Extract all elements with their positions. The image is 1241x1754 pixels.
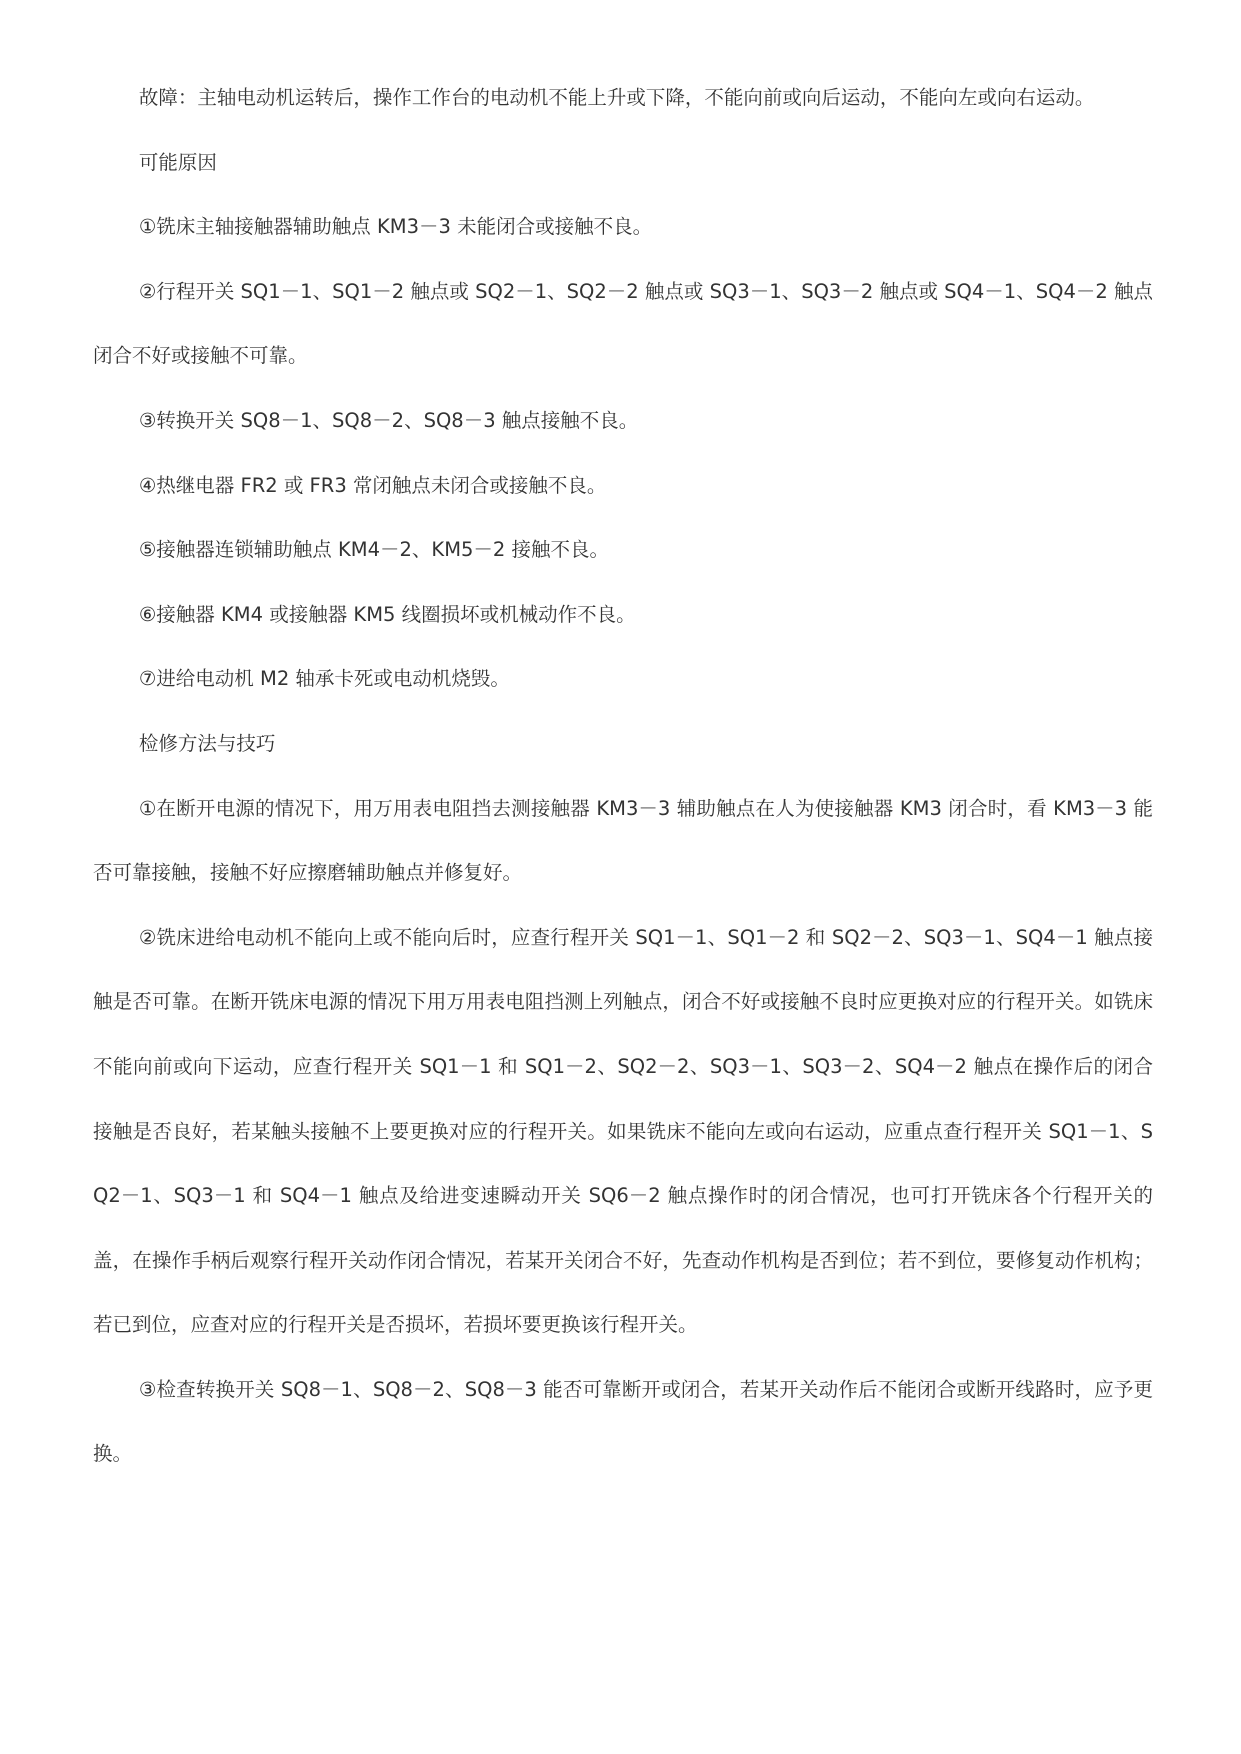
- cause-item-5: ⑤接触器连锁辅助触点 KM4－2、KM5－2 接触不良。: [138, 538, 610, 562]
- section-heading-repair: 检修方法与技巧: [138, 731, 276, 755]
- repair-item-3: ③检查转换开关 SQ8－1、SQ8－2、SQ8－3 能否可靠断开或闭合，若某开关动作后不能闭合或断开线路时，应予更换。: [93, 1377, 1153, 1466]
- cause-item-3: ③转换开关 SQ8－1、SQ8－2、SQ8－3 触点接触不良。: [138, 408, 639, 432]
- cause-item-6: ⑥接触器 KM4 或接触器 KM5 线圈损坏或机械动作不良。: [138, 602, 636, 626]
- fault-description: 故障：主轴电动机运转后，操作工作台的电动机不能上升或下降，不能向前或向后运动，不能向左或向右运动。: [138, 86, 1095, 109]
- document-page: [93, 66, 1153, 1487]
- cause-item-4: ④热继电器 FR2 或 FR3 常闭触点未闭合或接触不良。: [138, 473, 607, 497]
- repair-item-2: ②铣床进给电动机不能向上或不能向后时，应查行程开关 SQ1－1、SQ1－2 和 SQ2－2、SQ3－1、SQ4－1 触点接触是否可靠。在断开铣床电源的情况下用万用表电阻挡测上列触点，闭合不好或接触不良时应更换对应的行程开关。如铣床不能向前或向下运动，应查行程开关 SQ1－1 和 SQ1－2、SQ2－2、SQ3－1、SQ3－2、SQ4－2 触点在操作后的闭合接触是否良好，若某触头接触不上要更换对应的行程开关。如果铣床不能向左或向右运动，应重点查行程开关 SQ1－1、SQ2－1、SQ3－1 和 SQ4－1 触点及给进变速瞬动开关 SQ6－2 触点操作时的闭合情况，也可打开铣床各个行程开关的盖，在操作手柄后观察行程开关动作闭合情况，若某开关闭合不好，先查动作机构是否到位；若不到位，要修复动作机构；若已到位，应查对应的行程开关是否损坏，若损坏要更换该行程开关。: [93, 925, 1153, 1337]
- cause-item-1: ①铣床主轴接触器辅助触点 KM3－3 未能闭合或接触不良。: [138, 215, 653, 239]
- repair-item-1: ①在断开电源的情况下，用万用表电阻挡去测接触器 KM3－3 辅助触点在人为使接触器 KM3 闭合时，看 KM3－3 能否可靠接触，接触不好应擦磨辅助触点并修复好。: [93, 796, 1153, 885]
- cause-item-7: ⑦进给电动机 M2 轴承卡死或电动机烧毁。: [138, 667, 510, 691]
- cause-item-2: ②行程开关 SQ1－1、SQ1－2 触点或 SQ2－1、SQ2－2 触点或 SQ3－1、SQ3－2 触点或 SQ4－1、SQ4－2 触点闭合不好或接触不可靠。: [93, 279, 1153, 368]
- section-heading-causes: 可能原因: [138, 150, 217, 174]
